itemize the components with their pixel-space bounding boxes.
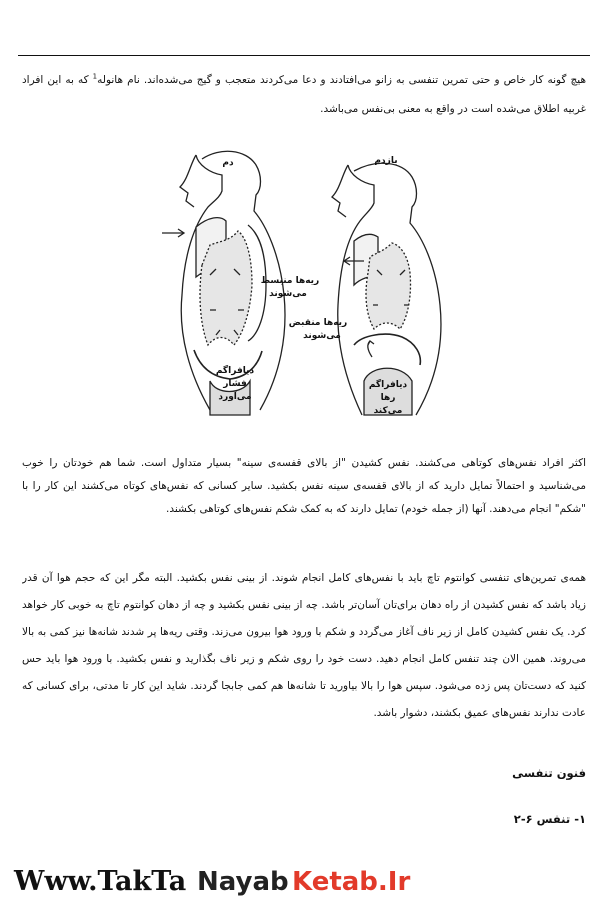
paragraph-line: کرد. یک نفس کشیدن کامل از زیر ناف آغاز می‌گردد و شکم با ورود هوا بیرون می‌زند. وقتی ریه‌ها پر شدند شانه‌ها نیز کمی به بالا <box>22 626 586 638</box>
inhale-diaphragm-label: می‌آورد <box>218 392 252 402</box>
exhale-lungs-label: ریه‌ها منقبض <box>288 318 348 328</box>
exhale-label: بازدم <box>374 156 398 166</box>
exhale-lungs-label: می‌شوند <box>303 331 341 341</box>
inhale-label: دم <box>222 158 234 168</box>
paragraph-line: عادت ندارند نفس‌های عمیق بکشند، دشوار باشد. <box>373 707 586 719</box>
paragraph-line: غربیه اطلاق می‌شده است در واقع به معنی بی‌نفس می‌باشد. <box>320 103 586 115</box>
watermark-text: Www.TakTa <box>14 866 187 897</box>
paragraph-line: کنید که دست‌تان پس زده می‌شود. سپس هوا را بالا بیاورید تا شانه‌ها هم کمی جابجا گردند. شاید این کار تا مدتی، برای کسانی که <box>22 680 586 692</box>
header-rule <box>18 55 590 56</box>
breathing-diagram <box>150 145 470 430</box>
paragraph-line: همه‌ی تمرین‌های تنفسی کوانتوم تاچ باید با نفس‌های کامل انجام شوند. از بینی نفس بکشید. البته مگر این که حجم هوا آن قدر <box>22 572 586 584</box>
paragraph-line: زیاد باشد که نفس کشیدن از راه دهان برای‌تان آسان‌تر باشد. چه از بینی نفس بکشید و چه از دهان کوانتوم تاچ به خوبی کار خواهد <box>22 599 586 611</box>
paragraph-full-breath <box>22 565 586 727</box>
inhale-diaphragm-label: دیافراگم <box>215 366 255 376</box>
paragraph-line: می‌شناسید و احتمالاً تمایل دارید که از بالای قفسه‌ی سینه نفس بکشید. سایر کسانی که نفس‌های کوتاه می‌کشند این کار را با <box>22 480 586 492</box>
paragraph-shallow-breathing <box>22 452 586 521</box>
watermark-text: Ketab.Ir <box>292 867 411 897</box>
inhale-diaphragm-label: فشار <box>223 379 247 389</box>
paragraph-line: "شکم" انجام می‌دهند. آنها (از جمله خودم) تمایل دارند که به کمک شکم نفس‌های کوتاهی بکشند. <box>166 503 586 515</box>
exhale-diaphragm-label: دیافراگم <box>368 380 408 390</box>
paragraph-intro <box>22 66 586 124</box>
paragraph-line: هیچ گونه کار خاص و حتی تمرین تنفسی به زانو می‌افتادند و دعا می‌کردند متعجب و گیج می‌شده‌اند. نام هانوله$^1$ که به این افراد <box>22 72 586 86</box>
inhale-lungs-label: ریه‌ها منبسط <box>260 276 320 286</box>
exhale-diaphragm-label: رها <box>380 393 396 403</box>
paragraph-line: اکثر افراد نفس‌های کوتاهی می‌کشند. نفس کشیدن "از بالای قفسه‌ی سینه" بسیار متداول است. شما هم خودتان را خوب <box>22 457 586 469</box>
paragraph-line: می‌روند. همین الان چند تنفس کامل انجام دهید. دست خود را روی شکم و زیر ناف بگذارید و نفس بکشید. با ورود هوا باید حس <box>22 653 586 665</box>
footnote-mark: 1 <box>92 72 98 81</box>
section-heading: فنون تنفسی <box>512 766 586 780</box>
inhale-lungs-label: می‌شوند <box>269 289 307 299</box>
watermark <box>14 862 594 902</box>
watermark-text: Nayab <box>197 867 289 897</box>
subsection-heading: ۱- تنفس ۶-۲ <box>513 812 586 826</box>
exhale-diaphragm-label: می‌کند <box>373 406 403 416</box>
exhale-figure <box>332 163 441 415</box>
